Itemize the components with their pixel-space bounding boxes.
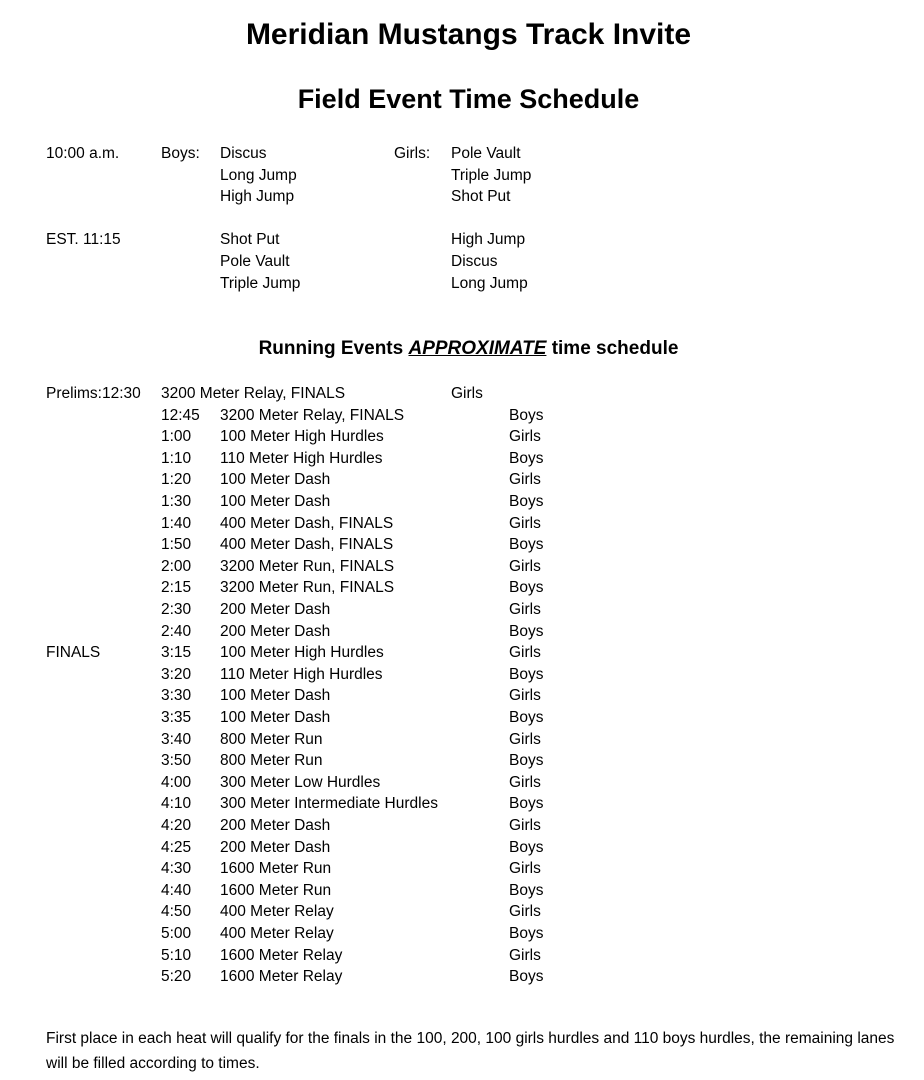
- event-gender: Girls: [509, 860, 541, 878]
- event-time: 4:40: [161, 881, 192, 899]
- event-gender: Boys: [509, 752, 544, 770]
- event-time: 3:40: [161, 730, 192, 748]
- event-time: 5:10: [161, 946, 192, 964]
- event-name: 3200 Meter Relay, FINALS: [161, 385, 346, 402]
- event-gender: Boys: [509, 665, 544, 683]
- boys-label: Boys:: [161, 145, 200, 162]
- document-title: Meridian Mustangs Track Invite: [245, 18, 692, 51]
- event-name: 100 Meter High Hurdles: [220, 644, 384, 662]
- event-gender: Girls: [509, 428, 541, 446]
- event-time: 2:30: [161, 601, 192, 618]
- event-gender: Girls: [509, 601, 541, 618]
- document-subtitle: Field Event Time Schedule: [297, 84, 640, 114]
- event-time: 4:00: [161, 773, 192, 791]
- event-time: 1:10: [161, 449, 192, 467]
- event-name: 100 Meter Dash: [220, 687, 331, 705]
- event-time: 12:45: [161, 406, 200, 424]
- event-time: 1:50: [161, 536, 192, 554]
- girls-event: Long Jump: [451, 274, 528, 292]
- boys-event: High Jump: [220, 188, 295, 206]
- event-time: 4:10: [161, 795, 192, 813]
- event-name: 100 Meter Dash: [220, 471, 331, 489]
- event-gender: Boys: [509, 536, 544, 554]
- event-gender: Boys: [509, 795, 544, 813]
- boys-event: Long Jump: [220, 166, 297, 184]
- event-name: 200 Meter Dash: [220, 601, 331, 618]
- event-time: 1:00: [161, 428, 192, 446]
- event-name: 1600 Meter Run: [220, 881, 332, 899]
- event-time: 2:15: [161, 579, 192, 597]
- boys-event: Shot Put: [220, 231, 280, 249]
- event-name: 100 Meter High Hurdles: [220, 428, 384, 446]
- field-block-time: EST. 11:15: [46, 231, 121, 249]
- event-name: 1600 Meter Run: [220, 860, 332, 878]
- event-gender: Girls: [509, 644, 541, 662]
- event-name: 400 Meter Relay: [220, 925, 334, 942]
- event-name: 3200 Meter Run, FINALS: [220, 579, 395, 597]
- event-name: 200 Meter Dash: [220, 817, 331, 834]
- event-gender: Boys: [509, 709, 544, 726]
- event-gender: Boys: [509, 579, 544, 597]
- event-time: 4:25: [161, 838, 192, 856]
- footnote: First place in each heat will qualify for the finals in the 100, 200, 100 girls hurdles and 110 boys hurdles, the remaining lanes will be filled according to times.: [46, 1029, 895, 1072]
- heading-part: time schedule: [546, 338, 679, 359]
- event-time: 5:20: [161, 968, 192, 986]
- event-time: 1:40: [161, 514, 192, 532]
- boys-event: Pole Vault: [220, 253, 290, 270]
- event-name: 110 Meter High Hurdles: [220, 665, 383, 683]
- event-time: 2:00: [161, 557, 192, 575]
- event-name: 1600 Meter Relay: [220, 968, 343, 986]
- event-name: 200 Meter Dash: [220, 622, 331, 640]
- event-name: 1600 Meter Relay: [220, 946, 343, 964]
- event-gender: Boys: [509, 838, 544, 856]
- event-time: 3:30: [161, 687, 192, 705]
- event-gender: Boys: [509, 406, 544, 424]
- event-time: 3:15: [161, 644, 192, 662]
- finals-label: FINALS: [46, 644, 101, 662]
- event-time: 3:20: [161, 665, 192, 683]
- event-gender: Girls: [451, 385, 483, 402]
- event-gender: Boys: [509, 968, 544, 986]
- event-gender: Girls: [509, 514, 541, 532]
- event-time: 1:20: [161, 471, 192, 489]
- event-time: 3:50: [161, 752, 192, 770]
- event-name: 800 Meter Run: [220, 730, 323, 748]
- event-name: 100 Meter Dash: [220, 493, 331, 510]
- field-block-time: 10:00 a.m.: [46, 145, 120, 162]
- event-time: 3:35: [161, 709, 192, 726]
- event-gender: Girls: [509, 730, 541, 748]
- event-gender: Girls: [509, 946, 541, 964]
- event-gender: Girls: [509, 557, 541, 575]
- event-gender: Boys: [509, 881, 544, 899]
- boys-event: Triple Jump: [220, 274, 301, 292]
- event-gender: Girls: [509, 817, 541, 834]
- event-time: 1:30: [161, 493, 192, 510]
- event-name: 800 Meter Run: [220, 752, 323, 770]
- girls-event: Discus: [451, 253, 498, 270]
- event-name: 110 Meter High Hurdles: [220, 449, 383, 467]
- event-gender: Girls: [509, 471, 541, 489]
- boys-event: Discus: [220, 145, 267, 162]
- event-name: 400 Meter Relay: [220, 903, 334, 921]
- event-time: 4:20: [161, 817, 192, 834]
- event-gender: Girls: [509, 687, 541, 705]
- event-name: 400 Meter Dash, FINALS: [220, 514, 394, 532]
- heading-emphasis: APPROXIMATE: [408, 338, 547, 359]
- event-name: 200 Meter Dash: [220, 838, 331, 856]
- event-time: 5:00: [161, 925, 192, 942]
- event-time: 4:30: [161, 860, 192, 878]
- heading-part: Running Events: [258, 338, 409, 359]
- event-name: 400 Meter Dash, FINALS: [220, 536, 394, 554]
- girls-label: Girls:: [394, 145, 431, 162]
- girls-event: Shot Put: [451, 188, 511, 206]
- prelims-label: Prelims:12:30: [46, 385, 141, 402]
- event-gender: Girls: [509, 773, 541, 791]
- event-gender: Boys: [509, 622, 544, 640]
- event-gender: Girls: [509, 903, 541, 921]
- event-name: 3200 Meter Run, FINALS: [220, 557, 395, 575]
- girls-event: High Jump: [451, 231, 526, 249]
- event-name: 100 Meter Dash: [220, 709, 331, 726]
- event-gender: Boys: [509, 493, 544, 510]
- event-time: 2:40: [161, 622, 192, 640]
- event-name: 300 Meter Low Hurdles: [220, 773, 381, 791]
- girls-event: Triple Jump: [451, 166, 532, 184]
- event-name: 3200 Meter Relay, FINALS: [220, 406, 405, 424]
- event-gender: Boys: [509, 449, 544, 467]
- running-events-heading: [0, 338, 924, 360]
- event-time: 4:50: [161, 903, 192, 921]
- event-name: 300 Meter Intermediate Hurdles: [220, 795, 438, 813]
- event-gender: Boys: [509, 925, 544, 942]
- girls-event: Pole Vault: [451, 145, 521, 162]
